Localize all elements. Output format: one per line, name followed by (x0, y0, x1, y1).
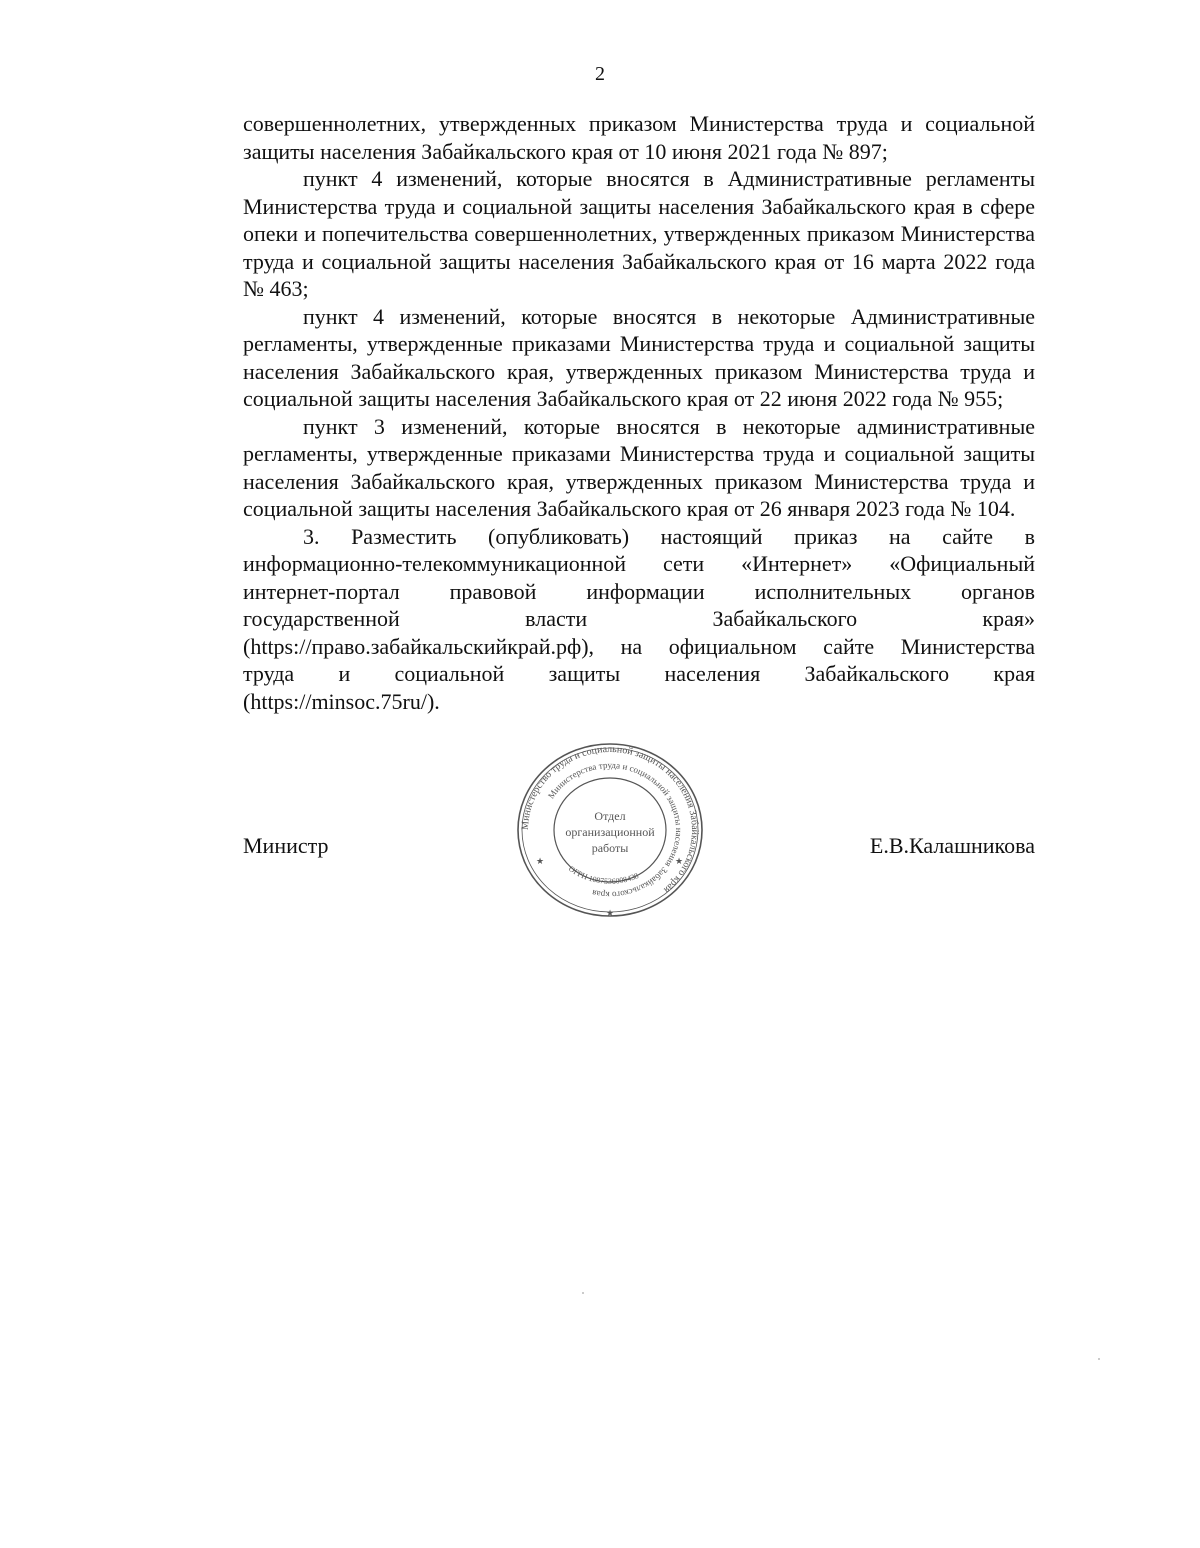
seal-star-icon: ★ (536, 856, 545, 866)
scan-artifact (582, 1292, 584, 1294)
seal-center-line: организационной (565, 825, 655, 839)
publication-line: 3. Разместить (опубликовать) настоящий приказ на сайте в (303, 523, 1035, 549)
seal-inner-text: Министерства труда и социальной защиты населения Забайкальского края (545, 759, 685, 901)
paragraph-item-2: пункт 4 изменений, которые вносятся в Административные регламенты Министерства труда и социальной защиты населения Забайкальского края в сфере опеки и попечительства совершеннолетних, утвержденных приказом Министерства труда и социальной защиты населения Забайкальского края от 16 марта 2022 года № 463; (243, 166, 1035, 301)
seal-center-line: работы (591, 841, 629, 855)
seal-outer-text: Министерство труда и социальной защиты населения Забайкальского края (519, 743, 701, 896)
seal-star-icon: ★ (675, 856, 684, 866)
official-seal (510, 740, 710, 920)
signer-position: Министр (243, 833, 329, 858)
seal-graphic (510, 740, 710, 920)
seal-ogrn-text: ОГРН 1087536008438 (566, 864, 640, 886)
publication-line: государственной власти Забайкальского края» (243, 606, 1035, 631)
scan-artifact (1098, 1358, 1100, 1360)
publication-line: интернет-портал правовой информации исполнительных органов (243, 578, 1035, 604)
publication-line: (https://право.забайкальскийкрай.рф), на официальном сайте Министерства (243, 633, 1035, 659)
paragraph-continuation: совершеннолетних, утвержденных приказом Министерства труда и социальной защиты населения Забайкальского края от 10 июня 2021 года № 897; (243, 111, 1035, 164)
paragraph-publication (243, 523, 1035, 716)
paragraph-item-4: пункт 3 изменений, которые вносятся в некоторые административные регламенты, утвержденные приказами Министерства труда и социальной защиты населения Забайкальского края, утвержденных приказом Министерства труда и социальной защиты населения Забайкальского края от 26 января 2023 года № 104. (243, 413, 1035, 521)
page-number: 2 (595, 63, 605, 85)
seal-star-icon: ★ (606, 908, 615, 918)
publication-line: (https://minsoc.75ru/). (243, 688, 440, 714)
publication-line: труда и социальной защиты населения Забайкальского края (243, 661, 1035, 686)
document-body (243, 110, 1035, 715)
paragraph-item-3: пункт 4 изменений, которые вносятся в некоторые Административные регламенты, утвержденные приказами Министерства труда и социальной защиты населения Забайкальского края, утвержденных приказом Министерства труда и социальной защиты населения Забайкальского края от 22 июня 2022 года № 955; (243, 303, 1035, 411)
signer-name: Е.В.Калашникова (869, 833, 1035, 858)
seal-center-line: Отдел (594, 809, 626, 823)
publication-line: информационно-телекоммуникационной сети «Интернет» «Официальный (243, 551, 1035, 576)
